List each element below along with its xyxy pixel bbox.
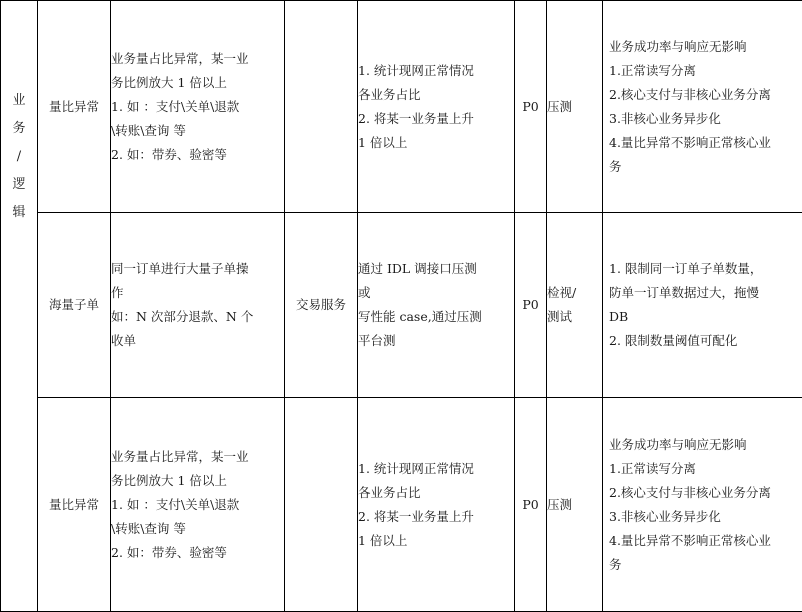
table-row [1, 398, 802, 612]
description-cell: 业务量占比异常，某一业 务比例放大 1 倍以上 1. 如 ：支付\关单\退款 \转账\查询 等 2. 如：带券、验密等 [111, 398, 285, 612]
expected-cell: 业务成功率与响应无影响 1.正常读写分离 2.核心支付与非核心业务分离 3.非核心业务异步化 4.量比异常不影响正常核心业 务 [603, 1, 802, 213]
description-cell: 同一订单进行大量子单操 作 如：N 次部分退款、N 个 收单 [111, 213, 285, 398]
table-row [1, 1, 802, 213]
test-type-cell: 压测 [547, 398, 603, 612]
test-type-cell: 检视/ 测试 [547, 213, 603, 398]
method-cell: 通过 IDL 调接口压测 或 写性能 case,通过压测 平台测 [358, 213, 515, 398]
expected-cell: 业务成功率与响应无影响 1.正常读写分离 2.核心支付与非核心业务分离 3.非核心业务异步化 4.量比异常不影响正常核心业 务 [603, 398, 802, 612]
priority-cell: P0 [515, 398, 547, 612]
scenario-cell: 量比异常 [38, 398, 111, 612]
scenario-cell: 海量子单 [38, 213, 111, 398]
test-type-cell: 压测 [547, 1, 603, 213]
description-cell: 业务量占比异常，某一业 务比例放大 1 倍以上 1. 如 ：支付\关单\退款 \转账\查询 等 2. 如：带券、验密等 [111, 1, 285, 213]
service-cell [285, 398, 358, 612]
expected-cell: 1. 限制同一订单子单数量， 防单一订单数据过大，拖慢 DB 2. 限制数量阈值可配化 [603, 213, 802, 398]
priority-cell: P0 [515, 213, 547, 398]
priority-cell: P0 [515, 1, 547, 213]
service-cell: 交易服务 [285, 213, 358, 398]
method-cell: 1. 统计现网正常情况 各业务占比 2. 将某一业务量上升 1 倍以上 [358, 398, 515, 612]
table-row [1, 213, 802, 398]
category-cell [1, 1, 38, 612]
service-cell [285, 1, 358, 213]
category-label: 业 务 / 逻 辑 [1, 1, 37, 227]
method-cell: 1. 统计现网正常情况 各业务占比 2. 将某一业务量上升 1 倍以上 [358, 1, 515, 213]
scenario-cell: 量比异常 [38, 1, 111, 213]
